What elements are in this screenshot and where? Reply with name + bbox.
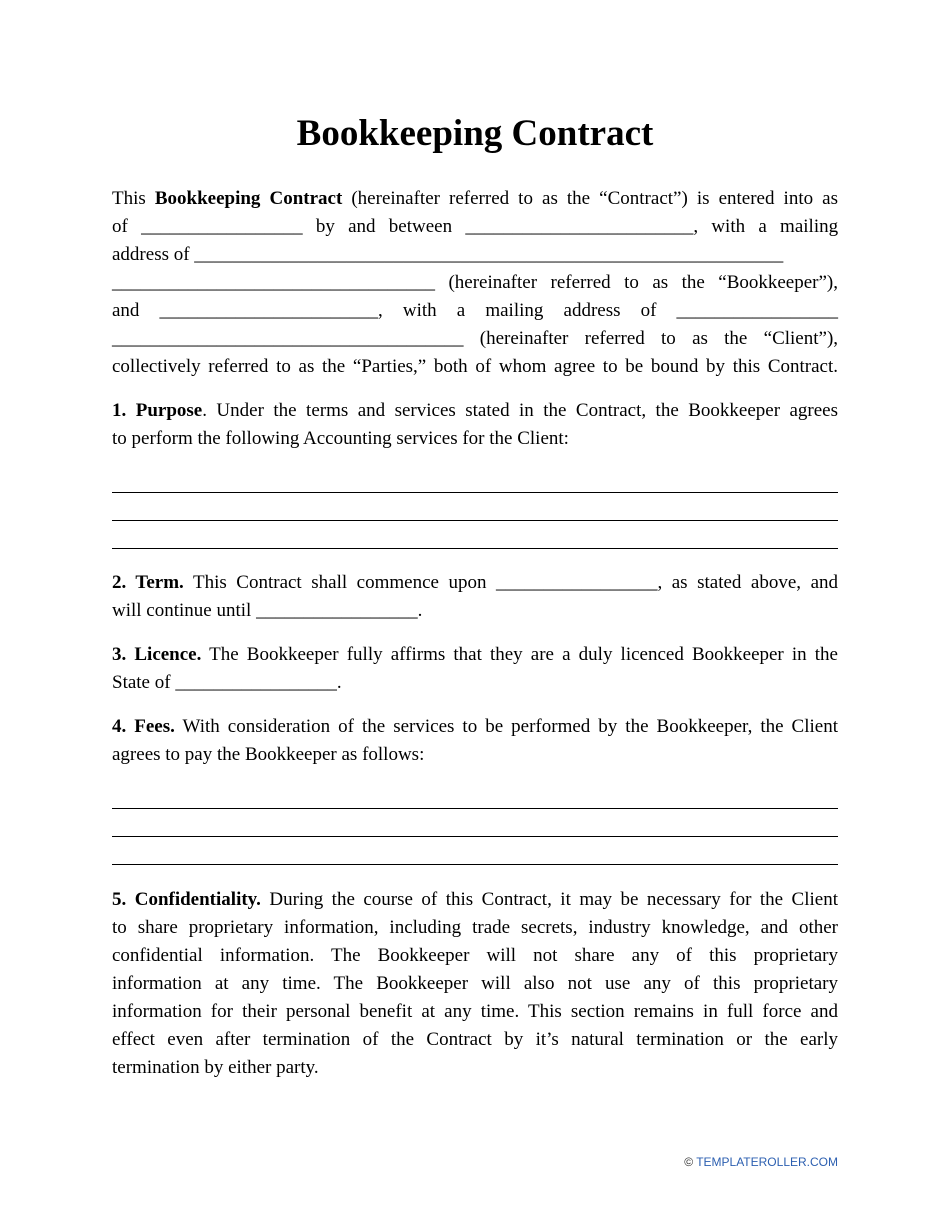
fees-blank-line-1[interactable] bbox=[112, 808, 838, 809]
document-title: Bookkeeping Contract bbox=[296, 113, 654, 154]
intro-line-5: and _______________________, with a mailing address of _________________ bbox=[112, 300, 839, 321]
purpose-heading: 1. Purpose bbox=[112, 400, 203, 421]
licence-line-2[interactable]: State of _________________. bbox=[112, 672, 342, 693]
confidentiality-line-6: effect even after termination of the Contract by it’s natural termination or the early bbox=[112, 1029, 838, 1050]
fees-line-2: agrees to pay the Bookkeeper as follows: bbox=[112, 744, 425, 765]
intro-line-4: __________________________________ (hereinafter referred to as the “Bookkeeper”), bbox=[112, 272, 839, 293]
purpose-blank-line-2[interactable] bbox=[112, 520, 838, 521]
footer-credit bbox=[684, 1155, 838, 1169]
purpose-line-1: 1. Purpose. Under the terms and services stated in the Contract, the Bookkeeper agrees bbox=[112, 400, 839, 421]
client-name-blank[interactable]: _______________________, bbox=[159, 300, 383, 321]
bookkeeper-address-blank[interactable]: __________________________________ bbox=[112, 272, 435, 293]
site-link[interactable]: TEMPLATEROLLER.COM bbox=[696, 1155, 838, 1169]
client-address-blank-2[interactable]: _____________________________________ bbox=[112, 328, 464, 349]
fees-blank-line-2[interactable] bbox=[112, 836, 838, 837]
intro-line-2: of _________________ by and between ________________________, with a mailing bbox=[112, 216, 839, 237]
fees-blank-line-3[interactable] bbox=[112, 864, 838, 865]
confidentiality-line-7: termination by either party. bbox=[112, 1057, 319, 1078]
term-line-1: 2. Term. This Contract shall commence upon _________________, as stated above, and bbox=[112, 572, 839, 593]
date-blank[interactable]: _________________ bbox=[141, 216, 303, 237]
term-line-2[interactable]: will continue until _________________. bbox=[112, 600, 423, 621]
client-address-blank[interactable]: _________________ bbox=[676, 300, 839, 321]
fees-line-1: 4. Fees. With consideration of the services to be performed by the Bookkeeper, the Client bbox=[112, 716, 838, 737]
bookkeeper-name-blank[interactable]: ________________________, bbox=[465, 216, 699, 237]
purpose-blank-line-3[interactable] bbox=[112, 548, 838, 549]
confidentiality-line-3: confidential information. The Bookkeeper will not share any of this proprietary bbox=[112, 945, 838, 966]
intro-line-1: This Bookkeeping Contract (hereinafter referred to as the “Contract”) is entered into as bbox=[112, 188, 838, 209]
purpose-blank-line-1[interactable] bbox=[112, 492, 838, 493]
fees-heading: 4. Fees. bbox=[112, 716, 175, 737]
licence-line-1: 3. Licence. The Bookkeeper fully affirms that they are a duly licenced Bookkeeper in the bbox=[112, 644, 838, 665]
intro-line-6: _____________________________________ (hereinafter referred to as the “Client”), bbox=[112, 328, 839, 349]
licence-heading: 3. Licence. bbox=[112, 644, 202, 665]
confidentiality-line-5: information for their personal benefit at any time. This section remains in full force and bbox=[112, 1001, 838, 1022]
confidentiality-line-4: information at any time. The Bookkeeper will also not use any of this proprietary bbox=[112, 973, 838, 994]
intro-line-3[interactable]: address of ______________________________________________________________ bbox=[112, 244, 784, 265]
copyright-symbol: © bbox=[684, 1155, 694, 1169]
contract-name: Bookkeeping Contract bbox=[154, 188, 343, 209]
term-heading: 2. Term. bbox=[112, 572, 184, 593]
confidentiality-line-2: to share proprietary information, including trade secrets, industry knowledge, and other bbox=[112, 917, 838, 938]
confidentiality-heading: 5. Confidentiality. bbox=[112, 889, 261, 910]
intro-line-7: collectively referred to as the “Parties,” both of whom agree to be bound by this Contract. bbox=[112, 356, 838, 377]
confidentiality-line-1: 5. Confidentiality. During the course of this Contract, it may be necessary for the Client bbox=[112, 889, 838, 910]
purpose-line-2: to perform the following Accounting services for the Client: bbox=[112, 428, 569, 449]
